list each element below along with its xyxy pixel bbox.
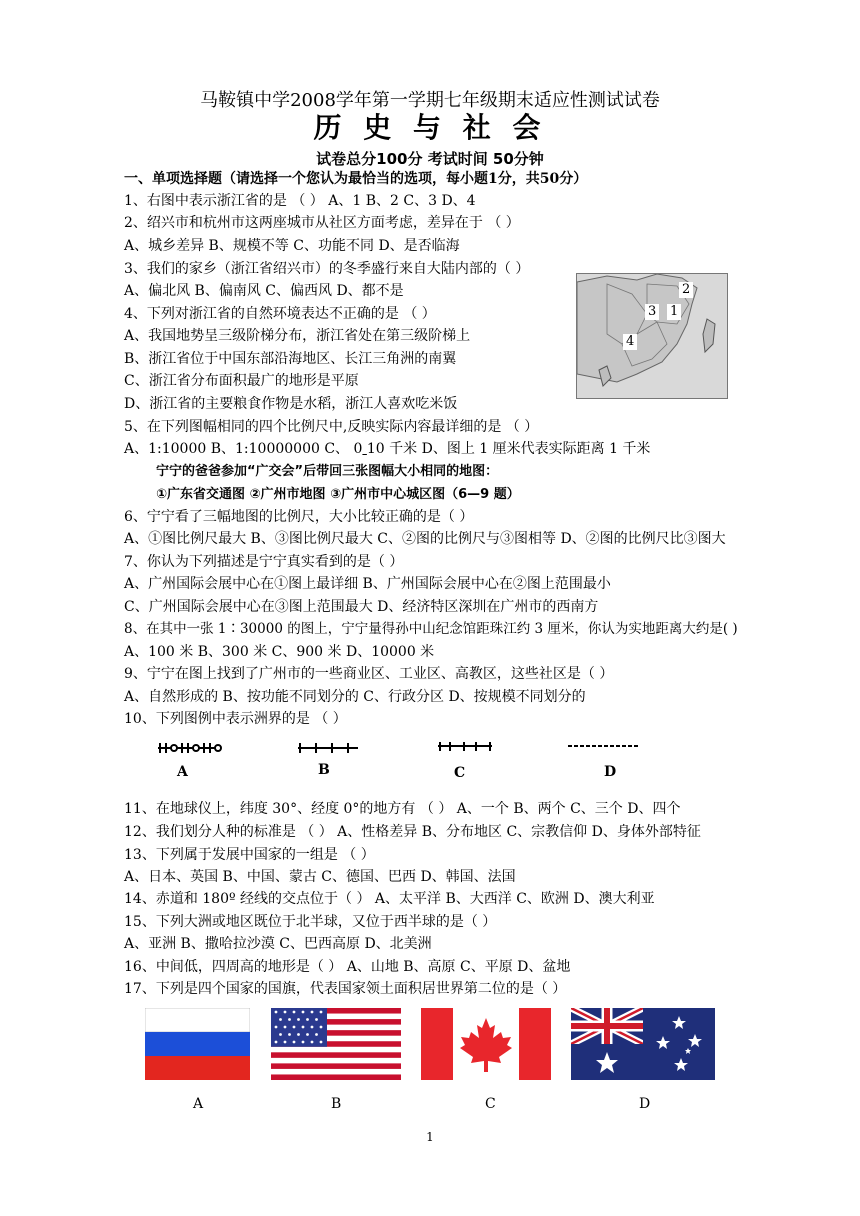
question-2: 2、绍兴市和杭州市这两座城市从社区方面考虑，差异在于 （ ）	[124, 215, 520, 231]
legend-label-c: C	[454, 765, 466, 781]
question-4: 4、下列对浙江省的自然环境表达不正确的是 （ ）	[124, 306, 436, 322]
question-3: 3、我们的家乡（浙江省绍兴市）的冬季盛行来自大陆内部的（ ）	[124, 261, 530, 277]
flag-usa	[271, 1008, 401, 1080]
question-6-options: A、①图比例尺最大 B、③图比例尺最大 C、②图的比例尺与③图相等 D、②图的比例尺比③图大	[124, 531, 726, 547]
question-7-options-cd: C、广州国际会展中心在③图上范围最大 D、经济特区深圳在广州市的西南方	[124, 599, 599, 615]
question-11: 11、在地球仪上，纬度 30°、经度 0°的地方有 （ ） A、一个 B、两个 C、三个 D、四个	[124, 801, 681, 817]
question-9-options: A、自然形成的 B、按功能不同划分的 C、行政分区 D、按规模不同划分的	[124, 689, 586, 705]
province-map	[576, 273, 728, 399]
flag-canada	[421, 1008, 551, 1080]
map-outline	[577, 274, 727, 398]
question-1: 1、右图中表示浙江省的是 （ ） A、1 B、2 C、3 D、4	[124, 193, 476, 209]
question-2-options: A、城乡差异 B、规模不等 C、功能不同 D、是否临海	[124, 238, 460, 254]
flag-label-c: C	[485, 1096, 496, 1112]
map-label-2: 2	[679, 282, 693, 298]
legend-symbol-c	[438, 742, 492, 751]
flag-label-d: D	[639, 1096, 651, 1112]
flag-australia	[571, 1008, 715, 1080]
flag-label-b: B	[331, 1096, 342, 1112]
subject-title: 历 史 与 社 会	[313, 111, 547, 144]
map-label-4: 4	[623, 334, 637, 350]
q5-options-part-a: A、1:10000 B、1:10000000 C、 0	[124, 441, 363, 457]
question-7-options-ab: A、广州国际会展中心在①图上最详细 B、广州国际会展中心在②图上范围最小	[124, 576, 611, 592]
section-heading: 一、单项选择题（请选择一个您认为最恰当的选项，每小题1分，共50分）	[124, 171, 588, 187]
question-3-options: A、偏北风 B、偏南风 C、偏西风 D、都不是	[124, 283, 404, 299]
question-6: 6、宁宁看了三幅地图的比例尺，大小比较正确的是（ ）	[124, 509, 474, 525]
legend-symbol-a	[158, 743, 221, 753]
question-13: 13、下列属于发展中国家的一组是 （ ）	[124, 847, 375, 863]
legend-symbol-b	[298, 743, 358, 753]
q5-options-part-b: 10 千米 D、图上 1 厘米代表实际距离 1 千米	[366, 441, 651, 457]
legend-symbols	[150, 740, 650, 758]
question-8-options: A、100 米 B、300 米 C、900 米 D、10000 米	[124, 644, 435, 660]
legend-label-d: D	[604, 764, 617, 780]
exam-info: 试卷总分100分 考试时间 50分钟	[316, 150, 544, 168]
question-8: 8、在其中一张 1∶30000 的图上，宁宁量得孙中山纪念馆距珠江约 3 厘米，你认为实地距离大约是( )	[124, 621, 738, 637]
question-15-options: A、亚洲 B、撒哈拉沙漠 C、巴西高原 D、北美洲	[124, 936, 432, 952]
page-number: 1	[426, 1130, 434, 1144]
question-7: 7、你认为下列描述是宁宁真实看到的是（ ）	[124, 554, 404, 570]
question-10: 10、下列图例中表示洲界的是 （ ）	[124, 711, 347, 727]
question-17: 17、下列是四个国家的国旗，代表国家领土面积居世界第二位的是（ ）	[124, 981, 567, 997]
legend-label-a: A	[177, 764, 188, 780]
question-4-option-d: D、浙江省的主要粮食作物是水稻，浙江人喜欢吃米饭	[124, 396, 458, 412]
question-14: 14、赤道和 180º 经线的交点位于（ ） A、太平洋 B、大西洋 C、欧洲 D、澳大利亚	[124, 891, 655, 907]
question-4-option-c: C、浙江省分布面积最广的地形是平原	[124, 373, 359, 389]
question-5-options	[124, 440, 650, 458]
question-5: 5、在下列图幅相同的四个比例尺中,反映实际内容最详细的是 （ ）	[124, 419, 539, 435]
question-15: 15、下列大洲或地区既位于北半球，又位于西半球的是（ ）	[124, 914, 497, 930]
map-label-3: 3	[645, 304, 659, 320]
exam-title: 马鞍镇中学2008学年第一学期七年级期末适应性测试试卷	[200, 90, 660, 111]
question-4-option-a: A、我国地势呈三级阶梯分布，浙江省处在第三级阶梯上	[124, 328, 471, 344]
map-label-1: 1	[667, 304, 681, 320]
question-12: 12、我们划分人种的标准是 （ ） A、性格差异 B、分布地区 C、宗教信仰 D、身体外部特征	[124, 824, 701, 840]
flag-russia	[145, 1008, 250, 1080]
map-intro-line1: 宁宁的爸爸参加“广交会”后带回三张图幅大小相同的地图：	[156, 464, 499, 479]
question-13-options: A、日本、英国 B、中国、蒙古 C、德国、巴西 D、韩国、法国	[124, 869, 516, 885]
question-9: 9、宁宁在图上找到了广州市的一些商业区、工业区、高教区，这些社区是（ ）	[124, 666, 614, 682]
question-4-option-b: B、浙江省位于中国东部沿海地区、长江三角洲的南翼	[124, 351, 457, 367]
question-16: 16、中间低，四周高的地形是（ ） A、山地 B、高原 C、平原 D、盆地	[124, 959, 571, 975]
map-intro-line2: ①广东省交通图 ②广州市地图 ③广州市中心城区图（6—9 题）	[156, 487, 520, 502]
flag-label-a: A	[193, 1096, 204, 1112]
legend-label-b: B	[318, 762, 330, 778]
